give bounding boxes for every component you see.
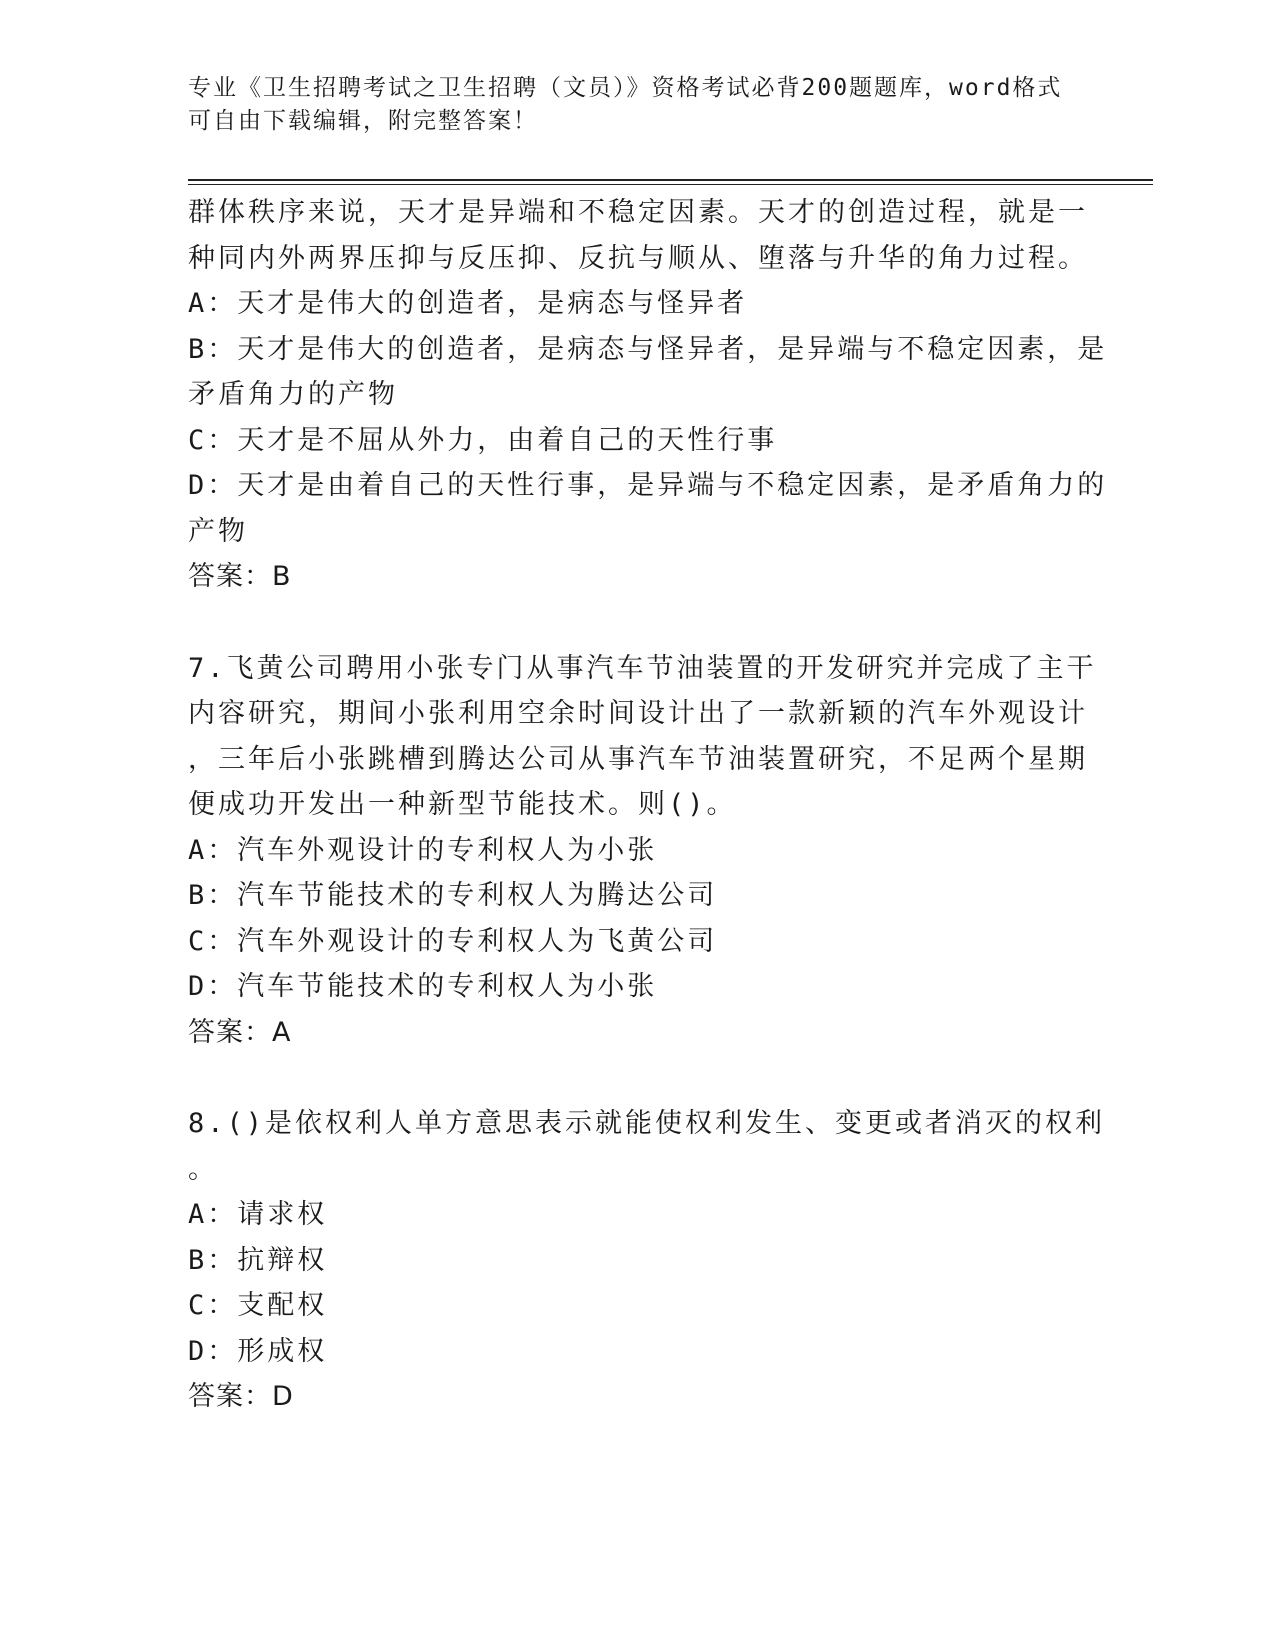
answer: 答案：D [188,1381,294,1412]
answer: 答案：A [188,1016,292,1048]
option-a: A：天才是伟大的创造者，是病态与怪异者 [188,288,748,319]
option-c: C：汽车外观设计的专利权人为飞黄公司 [188,925,718,957]
header-title-line-1: 专业《卫生招聘考试之卫生招聘（文员）》资格考试必背200题题库，word格式 [188,75,1063,101]
page-header [188,72,1068,138]
option-d: D：天才是由着自己的天性行事，是异端与不稳定因素，是矛盾角力的 [188,470,1108,501]
option-b: B：抗辩权 [188,1244,328,1276]
option-d-continued: 产物 [188,515,248,547]
header-title-line-2: 可自由下载编辑，附完整答案！ [188,108,538,134]
option-b: B：汽车节能技术的专利权人为腾达公司 [188,880,718,911]
option-c: C：支配权 [188,1290,328,1321]
option-a: A：汽车外观设计的专利权人为小张 [188,834,658,866]
option-a: A：请求权 [188,1199,328,1230]
question-stem-line: 便成功开发出一种新型节能技术。则()。 [188,789,737,820]
option-b: B：天才是伟大的创造者，是病态与怪异者，是异端与不稳定因素，是 [188,333,1108,365]
question-stem-line: 种同内外两界压抑与反压抑、反抗与顺从、堕落与升华的角力过程。 [188,242,1088,274]
question-7 [188,646,1097,1056]
question-stem-line: 8.()是依权利人单方意思表示就能使权利发生、变更或者消灭的权利 [188,1108,1106,1139]
option-c: C：天才是不屈从外力，由着自己的天性行事 [188,424,778,456]
question-spacer [188,1055,1088,1101]
question-stem-line: 7.飞黄公司聘用小张专门从事汽车节油装置的开发研究并完成了主干 [188,652,1097,684]
question-8 [188,1101,1106,1420]
question-stem-line: ，三年后小张跳槽到腾达公司从事汽车节油装置研究，不足两个星期 [188,743,1088,775]
option-b-continued: 矛盾角力的产物 [188,379,398,410]
question-stem-line: 。 [188,1153,218,1185]
question-6 [188,190,1108,600]
header-rule-top [188,179,1153,181]
answer: 答案：B [188,561,292,592]
option-d: D：形成权 [188,1335,328,1367]
question-content [188,190,1108,1420]
question-stem-line: 内容研究，期间小张利用空余时间设计出了一款新颖的汽车外观设计 [188,698,1088,729]
option-d: D：汽车节能技术的专利权人为小张 [188,971,658,1002]
question-spacer [188,600,1088,646]
question-stem-line: 群体秩序来说，天才是异端和不稳定因素。天才的创造过程，就是一 [188,197,1088,228]
header-rule-bottom [188,184,1153,185]
